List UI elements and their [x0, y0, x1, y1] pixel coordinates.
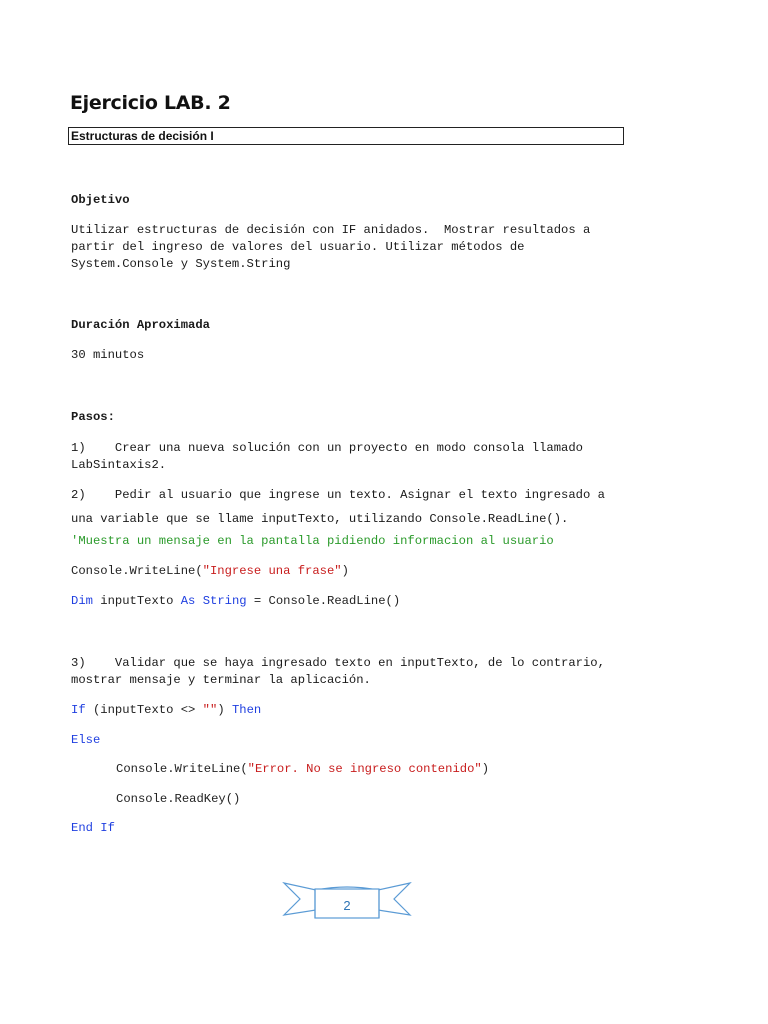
objetivo-line-2: partir del ingreso de valores del usuario. Utilizar métodos de: [71, 240, 525, 254]
code-if-string: "": [202, 703, 218, 717]
page-title: Ejercicio LAB. 2: [70, 92, 231, 114]
code-dim-rest: = Console.ReadLine(): [246, 594, 401, 608]
step-3-line-2: mostrar mensaje y terminar la aplicación.: [71, 673, 371, 687]
code-readkey: Console.ReadKey(): [116, 792, 241, 806]
step-2-line-2: una variable que se llame inputTexto, utilizando Console.ReadLine().: [71, 512, 569, 526]
code-error-prefix: Console.WriteLine(: [116, 762, 248, 776]
objetivo-line-3: System.Console y System.String: [71, 257, 291, 271]
code-dim-keyword: Dim: [71, 594, 93, 608]
code-if-close: ): [217, 703, 232, 717]
code-dim-line: [71, 593, 400, 610]
code-if-line: [71, 702, 261, 719]
step-2-line-1: 2) Pedir al usuario que ingrese un texto. Asignar el texto ingresado a: [71, 488, 605, 502]
code-error-string: "Error. No se ingreso contenido": [247, 762, 482, 776]
objetivo-line-1: Utilizar estructuras de decisión con IF anidados. Mostrar resultados a: [71, 223, 591, 237]
code-writeline-suffix: ): [341, 564, 349, 578]
code-then-keyword: Then: [231, 703, 262, 717]
section-subtitle: Estructuras de decisión I: [68, 127, 624, 145]
code-string-keyword: String: [202, 594, 247, 608]
pasos-heading: Pasos:: [71, 410, 115, 424]
code-dim-variable: inputTexto: [92, 594, 181, 608]
step-1-line-2: LabSintaxis2.: [71, 458, 167, 472]
code-writeline-prefix: Console.WriteLine(: [71, 564, 203, 578]
objetivo-heading: Objetivo: [71, 193, 130, 207]
code-error-writeline: [116, 761, 489, 778]
code-else-keyword: Else: [71, 733, 101, 747]
step-1-line-1: 1) Crear una nueva solución con un proyecto en modo consola llamado: [71, 441, 583, 455]
code-as-keyword: As: [180, 594, 196, 608]
code-writeline: [71, 563, 349, 580]
duracion-value: 30 minutos: [71, 348, 145, 362]
code-if-condition: (inputTexto <>: [85, 703, 203, 717]
code-error-suffix: ): [481, 762, 490, 776]
code-if-keyword: If: [71, 703, 86, 717]
code-writeline-string: "Ingrese una frase": [202, 564, 342, 578]
step-3-line-1: 3) Validar que se haya ingresado texto en inputTexto, de lo contrario,: [71, 656, 605, 670]
duracion-heading: Duración Aproximada: [71, 318, 210, 332]
code-endif-keyword: End If: [71, 821, 115, 835]
code-comment: 'Muestra un mensaje en la pantalla pidiendo informacion al usuario: [71, 534, 554, 548]
code-space: [195, 594, 202, 608]
page-number: 2: [343, 898, 351, 913]
